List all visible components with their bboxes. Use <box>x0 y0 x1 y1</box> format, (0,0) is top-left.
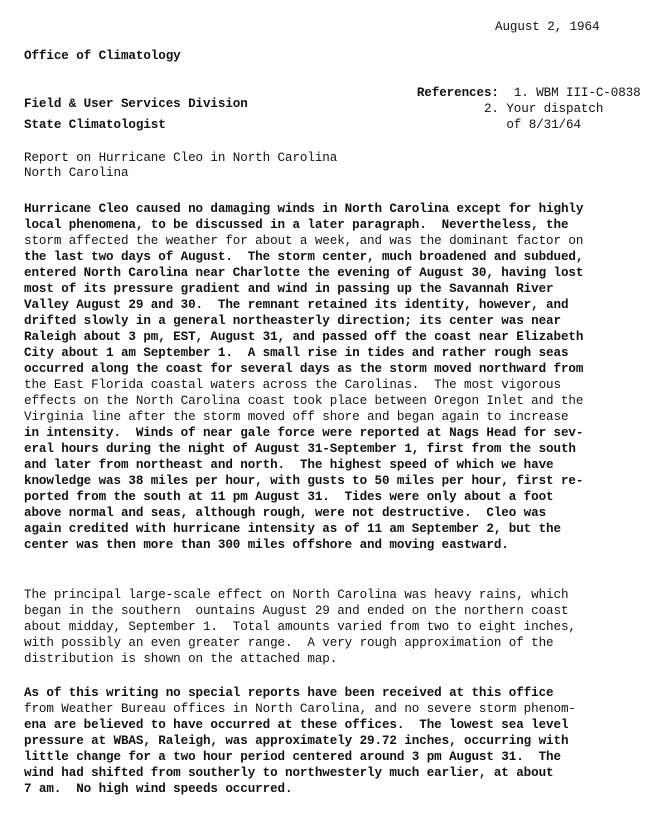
text-line: Virginia line after the storm moved off shore and began again to increase <box>24 410 569 424</box>
text-line: wind had shifted from southerly to northwesterly much earlier, at about <box>24 766 554 780</box>
text-line: from Weather Bureau offices in North Carolina, and no severe storm phenom- <box>24 702 576 716</box>
text-line: distribution is shown on the attached map. <box>24 652 338 666</box>
references-block <box>387 69 641 149</box>
text-line: little change for a two hour period centered around 3 pm August 31. The <box>24 750 561 764</box>
text-line: effects on the North Carolina coast took place between Oregon Inlet and the <box>24 394 584 408</box>
text-line: ena are believed to have occurred at these offices. The lowest sea level <box>24 718 569 732</box>
reference-item-1: 1. WBM III-C-0838 <box>513 86 641 100</box>
reference-item-2: 2. Your dispatch <box>483 102 604 116</box>
text-line: Valley August 29 and 30. The remnant retained its identity, however, and <box>24 298 569 312</box>
text-line: and later from northeast and north. The highest speed of which we have <box>24 458 554 472</box>
text-line: the East Florida coastal waters across the Carolinas. The most vigorous <box>24 378 561 392</box>
text-line: City about 1 am September 1. A small rise in tides and rather rough seas <box>24 346 569 360</box>
office-name: Office of Climatology <box>24 49 181 63</box>
text-line: The principal large-scale effect on North Carolina was heavy rains, which <box>24 588 569 602</box>
text-line: knowledge was 38 miles per hour, with gusts to 50 miles per hour, first re- <box>24 474 584 488</box>
reference-item-2-date: of 8/31/64 <box>506 118 581 132</box>
division-name: Field & User Services Division <box>24 97 248 111</box>
text-line: As of this writing no special reports have been received at this office <box>24 686 554 700</box>
paragraph-1 <box>24 201 583 553</box>
text-line: in intensity. Winds of near gale force were reported at Nags Head for sev- <box>24 426 584 440</box>
text-line: drifted slowly in a general northeasterly direction; its center was near <box>24 314 561 328</box>
text-line: storm affected the weather for about a week, and was the dominant factor on <box>24 234 584 248</box>
text-line: entered North Carolina near Charlotte the evening of August 30, having lost <box>24 266 584 280</box>
text-line: eral hours during the night of August 31-September 1, first from the south <box>24 442 576 456</box>
paragraph-3 <box>24 685 576 797</box>
text-line: occurred along the coast for several days as the storm moved northward from <box>24 362 584 376</box>
text-line: local phenomena, to be discussed in a later paragraph. Nevertheless, the <box>24 218 569 232</box>
text-line: center was then more than 300 miles offshore and moving eastward. <box>24 538 509 552</box>
text-line: 7 am. No high wind speeds occurred. <box>24 782 293 796</box>
text-line: ported from the south at 11 pm August 31. Tides were only about a foot <box>24 490 554 504</box>
references-label: References: <box>416 86 499 100</box>
recipient-title: State Climatologist <box>24 118 166 132</box>
paragraph-2 <box>24 587 576 667</box>
text-line: most of its pressure gradient and wind in passing up the Savannah River <box>24 282 554 296</box>
text-line: pressure at WBAS, Raleigh, was approximately 29.72 inches, occurring with <box>24 734 569 748</box>
text-line: Hurricane Cleo caused no damaging winds in North Carolina except for highly <box>24 202 584 216</box>
text-line: with possibly an even greater range. A very rough approximation of the <box>24 636 554 650</box>
text-line: about midday, September 1. Total amounts varied from two to eight inches, <box>24 620 576 634</box>
recipient-block <box>24 85 166 213</box>
text-line: again credited with hurricane intensity as of 11 am September 2, but the <box>24 522 561 536</box>
subject-line: Report on Hurricane Cleo in North Carolina <box>24 151 338 165</box>
text-line: the last two days of August. The storm center, much broadened and subdued, <box>24 250 584 264</box>
letter-date: August 2, 1964 <box>495 20 600 34</box>
text-line: began in the southern ountains August 29 and ended on the northern coast <box>24 604 569 618</box>
text-line: above normal and seas, although rough, were not destructive. Cleo was <box>24 506 547 520</box>
text-line: Raleigh about 3 pm, EST, August 31, and passed off the coast near Elizabeth <box>24 330 584 344</box>
recipient-location: North Carolina <box>24 166 129 180</box>
